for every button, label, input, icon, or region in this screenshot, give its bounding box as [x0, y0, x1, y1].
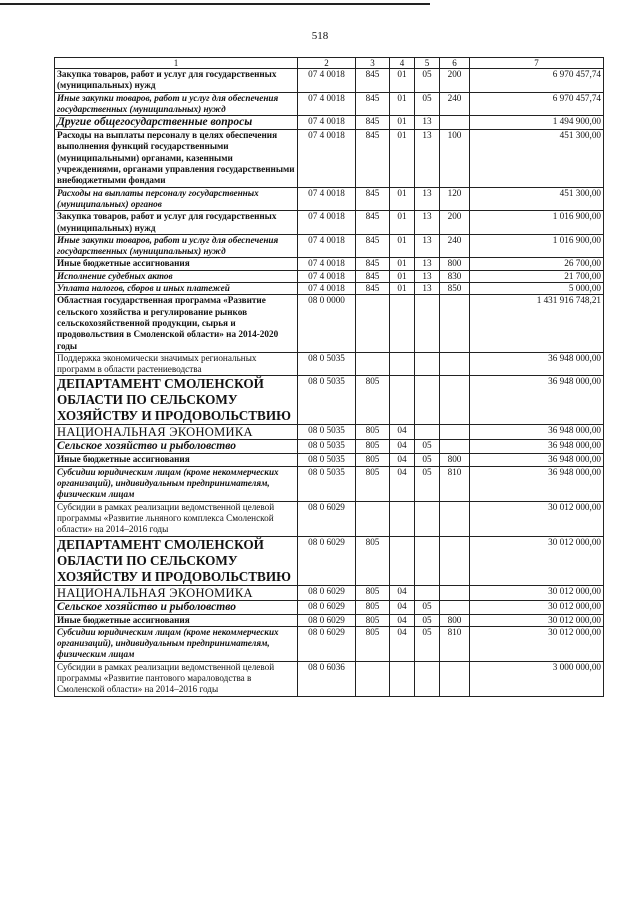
subsection-code-cell: 05 — [415, 466, 440, 501]
subsection-code-cell: 13 — [415, 187, 440, 211]
ministry-code-cell: 805 — [356, 614, 390, 626]
table-row — [55, 501, 604, 536]
expense-type-cell: 800 — [440, 454, 470, 466]
name-cell: Субсидии в рамках реализации ведомственной целевой программы «Развитие пантового мараловодства в Смоленской области» на 2014–2016 годы — [55, 661, 298, 696]
expense-type-cell — [440, 501, 470, 536]
amount-cell: 30 012 000,00 — [470, 614, 604, 626]
name-cell: ДЕПАРТАМЕНТ СМОЛЕНСКОЙ ОБЛАСТИ ПО СЕЛЬСКОМУ ХОЗЯЙСТВУ И ПРОДОВОЛЬСТВИЮ — [55, 536, 298, 585]
header-cell: 1 — [55, 58, 298, 69]
table-row — [55, 661, 604, 696]
subsection-code-cell — [415, 425, 440, 440]
name-cell: Субсидии в рамках реализации ведомственной целевой программы «Развитие льняного комплекса Смоленской области» на 2014–2016 годы — [55, 501, 298, 536]
page-number: 518 — [311, 30, 329, 42]
section-code-cell: 01 — [390, 270, 415, 282]
expense-type-cell: 200 — [440, 211, 470, 235]
name-cell: Уплата налогов, сборов и иных платежей — [55, 283, 298, 295]
expense-type-cell — [440, 536, 470, 585]
table-row — [55, 425, 604, 440]
header-cell: 5 — [415, 58, 440, 69]
table-row — [55, 440, 604, 454]
section-code-cell: 04 — [390, 440, 415, 454]
section-code-cell — [390, 295, 415, 352]
name-cell: Иные закупки товаров, работ и услуг для обеспечения государственных (муниципальных) нужд — [55, 234, 298, 258]
amount-cell: 1 431 916 748,21 — [470, 295, 604, 352]
ministry-code-cell: 805 — [356, 466, 390, 501]
ministry-code-cell: 805 — [356, 376, 390, 425]
section-code-cell: 01 — [390, 187, 415, 211]
expense-type-cell — [440, 661, 470, 696]
table-row — [55, 600, 604, 614]
amount-cell: 1 494 900,00 — [470, 116, 604, 130]
header-cell: 4 — [390, 58, 415, 69]
table-row — [55, 614, 604, 626]
code-cell: 07 4 0018 — [298, 234, 356, 258]
table-row — [55, 626, 604, 661]
ministry-code-cell: 805 — [356, 425, 390, 440]
header-cell: 3 — [356, 58, 390, 69]
subsection-code-cell — [415, 536, 440, 585]
amount-cell: 1 016 900,00 — [470, 211, 604, 235]
subsection-code-cell: 05 — [415, 92, 440, 116]
code-cell: 08 0 6029 — [298, 600, 356, 614]
section-code-cell — [390, 352, 415, 376]
name-cell: Сельское хозяйство и рыболовство — [55, 600, 298, 614]
expense-type-cell: 810 — [440, 466, 470, 501]
ministry-code-cell — [356, 295, 390, 352]
ministry-code-cell: 805 — [356, 440, 390, 454]
name-cell: Субсидии юридическим лицам (кроме некоммерческих организаций), индивидуальным предпринимателям, физическим лицам — [55, 466, 298, 501]
top-rule — [0, 3, 430, 5]
amount-cell: 6 970 457,74 — [470, 69, 604, 93]
ministry-code-cell: 845 — [356, 187, 390, 211]
name-cell: НАЦИОНАЛЬНАЯ ЭКОНОМИКА — [55, 585, 298, 600]
subsection-code-cell: 05 — [415, 454, 440, 466]
section-code-cell — [390, 661, 415, 696]
code-cell: 07 4 0018 — [298, 130, 356, 187]
subsection-code-cell — [415, 661, 440, 696]
code-cell: 08 0 6029 — [298, 536, 356, 585]
code-cell: 08 0 6036 — [298, 661, 356, 696]
table-row — [55, 187, 604, 211]
subsection-code-cell: 05 — [415, 69, 440, 93]
table-row — [55, 376, 604, 425]
ministry-code-cell: 805 — [356, 536, 390, 585]
section-code-cell: 01 — [390, 92, 415, 116]
table-row — [55, 270, 604, 282]
ministry-code-cell: 845 — [356, 270, 390, 282]
name-cell: Сельское хозяйство и рыболовство — [55, 440, 298, 454]
ministry-code-cell: 805 — [356, 626, 390, 661]
expense-type-cell: 200 — [440, 69, 470, 93]
name-cell: Поддержка экономически значимых региональных программ в области растениеводства — [55, 352, 298, 376]
table-row — [55, 69, 604, 93]
code-cell: 07 4 0018 — [298, 116, 356, 130]
section-code-cell: 04 — [390, 425, 415, 440]
ministry-code-cell: 845 — [356, 283, 390, 295]
amount-cell: 36 948 000,00 — [470, 352, 604, 376]
code-cell: 08 0 6029 — [298, 626, 356, 661]
section-code-cell: 01 — [390, 69, 415, 93]
section-code-cell: 04 — [390, 454, 415, 466]
subsection-code-cell — [415, 352, 440, 376]
ministry-code-cell — [356, 661, 390, 696]
section-code-cell: 01 — [390, 211, 415, 235]
section-code-cell — [390, 376, 415, 425]
table-row — [55, 352, 604, 376]
code-cell: 08 0 6029 — [298, 501, 356, 536]
subsection-code-cell: 05 — [415, 614, 440, 626]
section-code-cell: 01 — [390, 258, 415, 270]
expense-type-cell: 850 — [440, 283, 470, 295]
code-cell: 07 4 0018 — [298, 92, 356, 116]
expense-type-cell: 100 — [440, 130, 470, 187]
amount-cell: 5 000,00 — [470, 283, 604, 295]
name-cell: Другие общегосударственные вопросы — [55, 116, 298, 130]
section-code-cell — [390, 536, 415, 585]
code-cell: 08 0 5035 — [298, 376, 356, 425]
section-code-cell — [390, 501, 415, 536]
table-row — [55, 283, 604, 295]
expense-type-cell — [440, 116, 470, 130]
section-code-cell: 01 — [390, 116, 415, 130]
table-row — [55, 234, 604, 258]
code-cell: 08 0 0000 — [298, 295, 356, 352]
code-cell: 08 0 5035 — [298, 454, 356, 466]
budget-table — [54, 57, 604, 697]
amount-cell: 3 000 000,00 — [470, 661, 604, 696]
table-row — [55, 116, 604, 130]
ministry-code-cell: 805 — [356, 585, 390, 600]
section-code-cell: 04 — [390, 614, 415, 626]
ministry-code-cell: 845 — [356, 211, 390, 235]
table-row — [55, 258, 604, 270]
section-code-cell: 01 — [390, 283, 415, 295]
name-cell: Областная государственная программа «Развитие сельского хозяйства и регулирование рынков сельскохозяйственной продукции, сырья и продовольствия в Смоленской области» на 2014-2020 годы — [55, 295, 298, 352]
code-cell: 08 0 6029 — [298, 614, 356, 626]
ministry-code-cell: 845 — [356, 116, 390, 130]
amount-cell: 36 948 000,00 — [470, 440, 604, 454]
amount-cell: 36 948 000,00 — [470, 425, 604, 440]
expense-type-cell: 120 — [440, 187, 470, 211]
expense-type-cell — [440, 600, 470, 614]
table-row — [55, 130, 604, 187]
code-cell: 07 4 0018 — [298, 283, 356, 295]
ministry-code-cell — [356, 352, 390, 376]
name-cell: Иные бюджетные ассигнования — [55, 258, 298, 270]
table-row — [55, 585, 604, 600]
amount-cell: 21 700,00 — [470, 270, 604, 282]
expense-type-cell: 800 — [440, 258, 470, 270]
section-code-cell: 04 — [390, 600, 415, 614]
subsection-code-cell: 13 — [415, 270, 440, 282]
expense-type-cell — [440, 585, 470, 600]
table-row — [55, 466, 604, 501]
expense-type-cell — [440, 376, 470, 425]
subsection-code-cell — [415, 501, 440, 536]
code-cell: 08 0 5035 — [298, 352, 356, 376]
amount-cell: 451 300,00 — [470, 130, 604, 187]
header-cell: 7 — [470, 58, 604, 69]
subsection-code-cell — [415, 295, 440, 352]
subsection-code-cell — [415, 376, 440, 425]
name-cell: Закупка товаров, работ и услуг для государственных (муниципальных) нужд — [55, 211, 298, 235]
code-cell: 08 0 5035 — [298, 466, 356, 501]
ministry-code-cell: 845 — [356, 234, 390, 258]
expense-type-cell — [440, 425, 470, 440]
code-cell: 07 4 0018 — [298, 69, 356, 93]
name-cell: Расходы на выплаты персоналу в целях обеспечения выполнения функций государственными (муниципальными) органами, казенными учреждениями, органами управления государственными внебюджетными фондами — [55, 130, 298, 187]
name-cell: Субсидии юридическим лицам (кроме некоммерческих организаций), индивидуальным предпринимателям, физическим лицам — [55, 626, 298, 661]
name-cell: НАЦИОНАЛЬНАЯ ЭКОНОМИКА — [55, 425, 298, 440]
expense-type-cell — [440, 352, 470, 376]
subsection-code-cell: 13 — [415, 258, 440, 270]
ministry-code-cell: 805 — [356, 454, 390, 466]
amount-cell: 36 948 000,00 — [470, 376, 604, 425]
amount-cell: 30 012 000,00 — [470, 626, 604, 661]
subsection-code-cell: 05 — [415, 440, 440, 454]
section-code-cell: 01 — [390, 130, 415, 187]
amount-cell: 1 016 900,00 — [470, 234, 604, 258]
amount-cell: 451 300,00 — [470, 187, 604, 211]
amount-cell: 30 012 000,00 — [470, 501, 604, 536]
subsection-code-cell: 13 — [415, 130, 440, 187]
ministry-code-cell: 805 — [356, 600, 390, 614]
header-cell: 6 — [440, 58, 470, 69]
table-row — [55, 211, 604, 235]
expense-type-cell — [440, 295, 470, 352]
amount-cell: 30 012 000,00 — [470, 585, 604, 600]
table-row — [55, 454, 604, 466]
section-code-cell: 04 — [390, 466, 415, 501]
header-cell: 2 — [298, 58, 356, 69]
name-cell: Иные закупки товаров, работ и услуг для обеспечения государственных (муниципальных) нужд — [55, 92, 298, 116]
subsection-code-cell: 05 — [415, 626, 440, 661]
amount-cell: 30 012 000,00 — [470, 600, 604, 614]
ministry-code-cell: 845 — [356, 69, 390, 93]
table-row — [55, 295, 604, 352]
code-cell: 08 0 5035 — [298, 425, 356, 440]
name-cell: Расходы на выплаты персоналу государственных (муниципальных) органов — [55, 187, 298, 211]
expense-type-cell — [440, 440, 470, 454]
subsection-code-cell: 13 — [415, 211, 440, 235]
subsection-code-cell — [415, 585, 440, 600]
code-cell: 07 4 0018 — [298, 211, 356, 235]
ministry-code-cell — [356, 501, 390, 536]
code-cell: 08 0 6029 — [298, 585, 356, 600]
subsection-code-cell: 13 — [415, 283, 440, 295]
amount-cell: 26 700,00 — [470, 258, 604, 270]
ministry-code-cell: 845 — [356, 130, 390, 187]
amount-cell: 6 970 457,74 — [470, 92, 604, 116]
expense-type-cell: 240 — [440, 92, 470, 116]
section-code-cell: 04 — [390, 585, 415, 600]
ministry-code-cell: 845 — [356, 92, 390, 116]
expense-type-cell: 240 — [440, 234, 470, 258]
amount-cell: 36 948 000,00 — [470, 454, 604, 466]
expense-type-cell: 810 — [440, 626, 470, 661]
amount-cell: 36 948 000,00 — [470, 466, 604, 501]
header-row — [55, 58, 604, 69]
name-cell: Исполнение судебных актов — [55, 270, 298, 282]
ministry-code-cell: 845 — [356, 258, 390, 270]
table-row — [55, 536, 604, 585]
amount-cell: 30 012 000,00 — [470, 536, 604, 585]
subsection-code-cell: 13 — [415, 234, 440, 258]
name-cell: Закупка товаров, работ и услуг для государственных (муниципальных) нужд — [55, 69, 298, 93]
name-cell: Иные бюджетные ассигнования — [55, 454, 298, 466]
section-code-cell: 01 — [390, 234, 415, 258]
subsection-code-cell: 13 — [415, 116, 440, 130]
code-cell: 07 4 0018 — [298, 258, 356, 270]
section-code-cell: 04 — [390, 626, 415, 661]
code-cell: 07 4 0018 — [298, 270, 356, 282]
name-cell: ДЕПАРТАМЕНТ СМОЛЕНСКОЙ ОБЛАСТИ ПО СЕЛЬСКОМУ ХОЗЯЙСТВУ И ПРОДОВОЛЬСТВИЮ — [55, 376, 298, 425]
code-cell: 07 4 0018 — [298, 187, 356, 211]
expense-type-cell: 830 — [440, 270, 470, 282]
name-cell: Иные бюджетные ассигнования — [55, 614, 298, 626]
table-row — [55, 92, 604, 116]
code-cell: 08 0 5035 — [298, 440, 356, 454]
expense-type-cell: 800 — [440, 614, 470, 626]
subsection-code-cell: 05 — [415, 600, 440, 614]
